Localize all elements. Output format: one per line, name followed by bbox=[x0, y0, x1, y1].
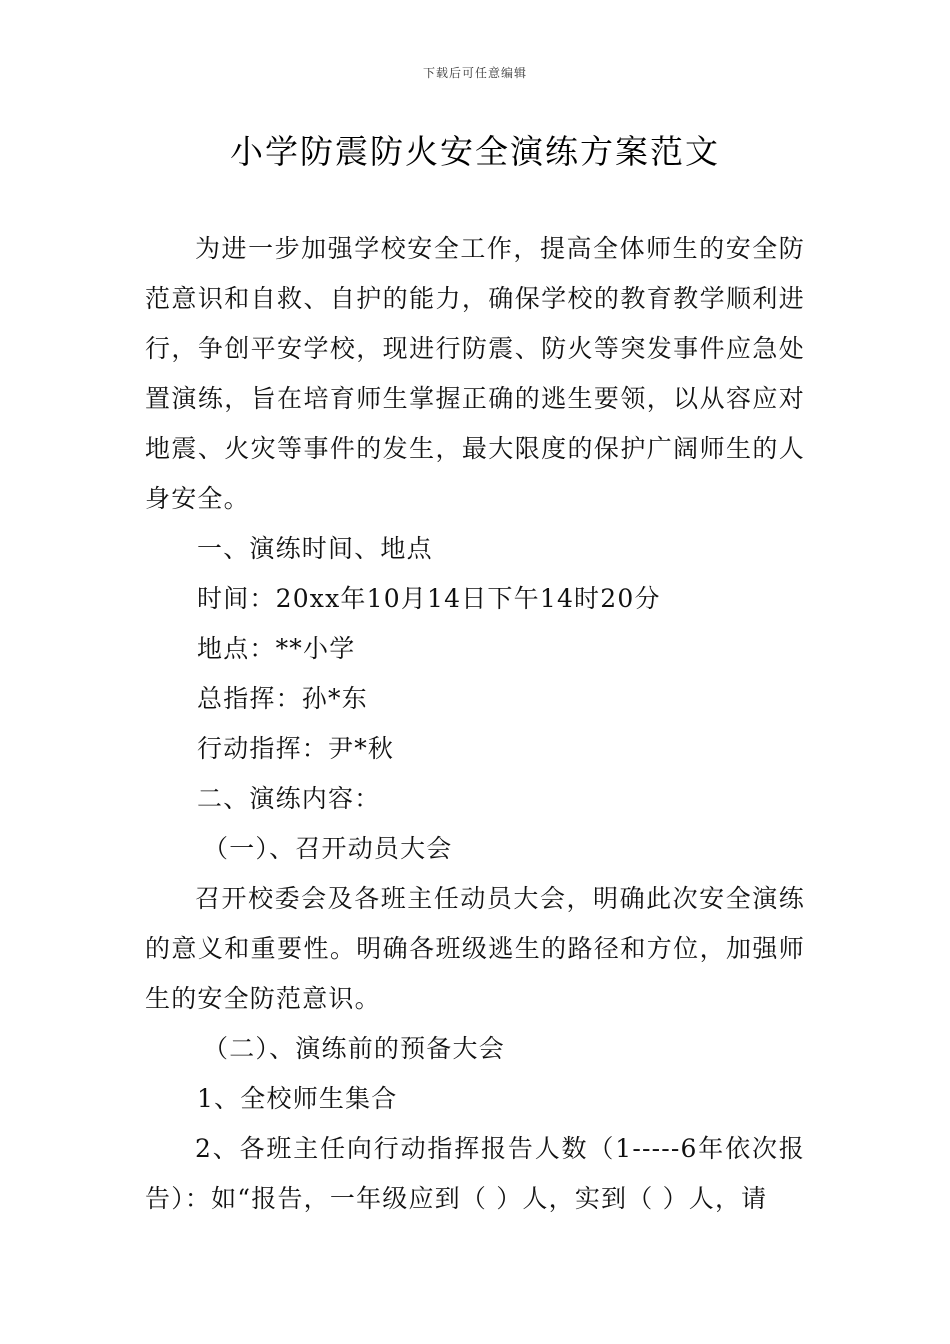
document-title: 小学防震防火安全演练方案范文 bbox=[230, 132, 720, 171]
time-line: 时间：20xx年10月14日下午14时20分 bbox=[197, 584, 661, 613]
intro-paragraph: 为进一步加强学校安全工作，提高全体师生的安全防范意识和自救、自护的能力，确保学校的教育教学顺利进行，争创平安学校，现进行防震、防火等突发事件应急处置演练，旨在培育师生掌握正确的逃生要领，以从容应对地震、火灾等事件的发生，最大限度的保护广阔师生的人身安全。 bbox=[145, 234, 805, 513]
section-heading-1: 一、演练时间、地点 bbox=[197, 534, 433, 563]
list-item-1: 1、全校师生集合 bbox=[197, 1084, 398, 1113]
list-item-2: 2、各班主任向行动指挥报告人数（1-----6年依次报告）：如“报告，一年级应到（ ）人，实到（ ）人，请 bbox=[145, 1134, 805, 1213]
subsection-heading-2: （二）、演练前的预备大会 bbox=[203, 1034, 505, 1063]
subsection-1-paragraph: 召开校委会及各班主任动员大会，明确此次安全演练的意义和重要性。明确各班级逃生的路径和方位，加强师生的安全防范意识。 bbox=[145, 884, 805, 1013]
subsection-heading-1: （一）、召开动员大会 bbox=[203, 834, 453, 863]
commander-line: 总指挥：孙*东 bbox=[197, 684, 368, 713]
header-note: 下载后可任意编辑 bbox=[422, 66, 527, 80]
place-line: 地点：**小学 bbox=[197, 634, 356, 663]
action-commander-line: 行动指挥：尹*秋 bbox=[197, 734, 395, 763]
section-heading-2: 二、演练内容： bbox=[197, 784, 381, 813]
document-body bbox=[145, 224, 805, 1224]
